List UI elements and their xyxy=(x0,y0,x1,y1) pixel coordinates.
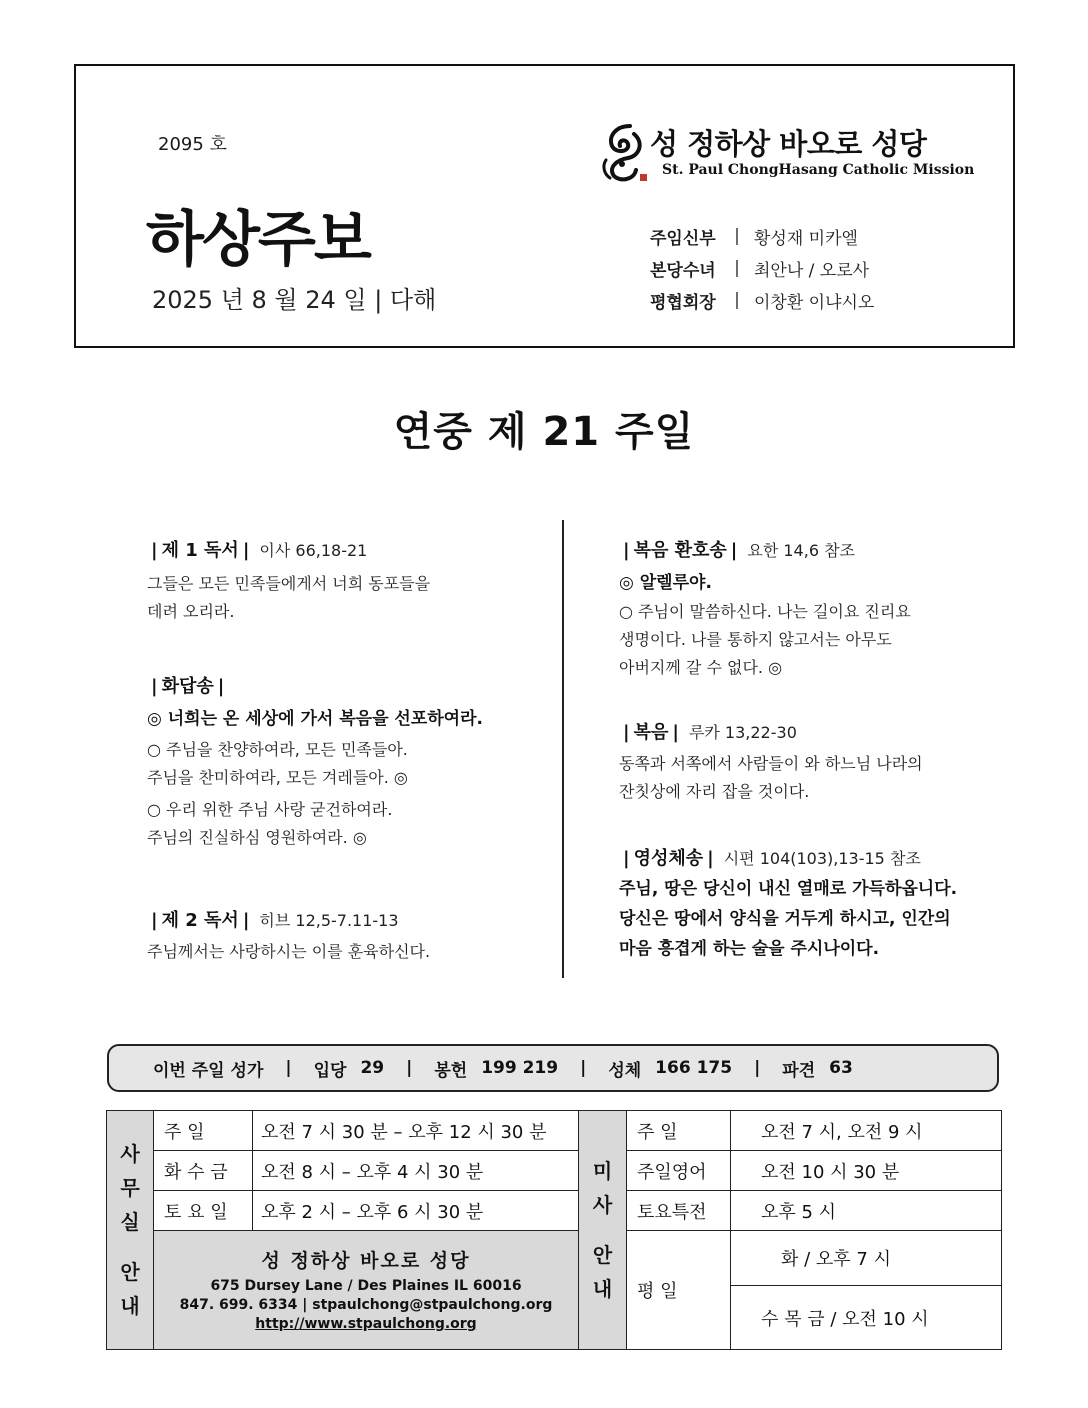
label-char: 안 xyxy=(592,1243,613,1267)
mass-time-english: 오전 10 시 30 분 xyxy=(730,1150,1002,1191)
mass-day-vigil: 토요특전 xyxy=(626,1190,731,1231)
staff-role: 본당수녀 xyxy=(650,260,716,281)
psalm-verse-line: 주님의 진실하심 영원하여라. ◎ xyxy=(147,828,367,847)
staff-separator: | xyxy=(734,290,740,310)
gospel xyxy=(619,718,923,806)
reading-line: 데려 오리라. xyxy=(147,602,235,621)
antiphon-line: 당신은 땅에서 양식을 거두게 하시고, 인간의 xyxy=(619,909,951,929)
psalm-verse-line: 주님을 찬미하여라, 모든 겨레들아. ◎ xyxy=(147,768,408,787)
office-day-saturday: 토 요 일 xyxy=(153,1190,253,1231)
bulletin-title: 하상주보 xyxy=(146,205,370,275)
staff-name: 최안나 / 오로사 xyxy=(754,260,870,281)
psalm-verse-line: ○ 주님을 찬양하여라, 모든 민족들아. xyxy=(147,740,408,759)
mass-day-english: 주일영어 xyxy=(626,1150,731,1191)
church-name: 성 정하상 바오로 성당 xyxy=(650,127,927,161)
label-char: 내 xyxy=(120,1294,140,1318)
scripture-reference: 요한 14,6 참조 xyxy=(747,541,855,560)
staff-separator: | xyxy=(734,226,740,246)
staff-separator: | xyxy=(734,258,740,278)
label-char: 내 xyxy=(592,1277,613,1301)
scripture-reference: 루카 13,22-30 xyxy=(688,723,797,742)
contact-church-name: 성 정하상 바오로 성당 xyxy=(261,1250,471,1272)
mass-day-sunday: 주 일 xyxy=(626,1110,731,1151)
second-reading xyxy=(147,906,430,966)
hymn-separator: | xyxy=(580,1058,587,1078)
antiphon-line: 주님, 땅은 당신이 내신 열매로 가득하옵니다. xyxy=(619,879,958,899)
label-char: 실 xyxy=(120,1210,140,1234)
staff-row-council xyxy=(650,284,874,316)
office-time-sunday: 오전 7 시 30 분 – 오후 12 시 30 분 xyxy=(252,1110,579,1151)
acclamation-refrain: ◎ 알렐루야. xyxy=(619,573,712,593)
info-table xyxy=(106,1110,1002,1350)
section-title: 제 1 독서 xyxy=(161,540,239,561)
section-title: 화답송 xyxy=(161,676,214,697)
contact-phone-email[interactable]: 847. 699. 6334 | stpaulchong@stpaulchong.org xyxy=(179,1297,553,1313)
hymn-separator: | xyxy=(754,1058,761,1078)
hymn-communion-label: 성체 xyxy=(608,1060,642,1081)
section-title: 복음 xyxy=(633,722,669,743)
office-time-weekday: 오전 8 시 – 오후 4 시 30 분 xyxy=(252,1150,579,1191)
section-heading: | 제 1 독서 | 이사 66,18-21 xyxy=(147,536,430,562)
label-char: 사 xyxy=(120,1142,140,1166)
hymn-label: 이번 주일 성가 xyxy=(153,1060,264,1081)
responsorial-psalm xyxy=(147,672,483,852)
section-heading: | 제 2 독서 | 히브 12,5-7.11-13 xyxy=(147,906,430,932)
reading-line: 동쪽과 서쪽에서 사람들이 와 하느님 나라의 xyxy=(619,754,923,773)
mass-times-label xyxy=(578,1110,627,1350)
hymn-recessional-numbers: 63 xyxy=(829,1058,853,1078)
mass-time-tuesday: 화 / 오후 7 시 xyxy=(730,1230,1002,1286)
reading-line: 그들은 모든 민족들에게서 너희 동포들을 xyxy=(147,574,431,593)
antiphon-line: 마음 흥겹게 하는 술을 주시나이다. xyxy=(619,939,880,959)
staff-role: 평협회장 xyxy=(650,292,716,313)
staff-row-sisters xyxy=(650,252,874,284)
office-day-weekday: 화 수 금 xyxy=(153,1150,253,1191)
hymn-separator: | xyxy=(285,1058,292,1078)
church-logo xyxy=(600,120,980,184)
section-title: 제 2 독서 xyxy=(161,910,239,931)
mass-time-sunday: 오전 7 시, 오전 9 시 xyxy=(730,1110,1002,1151)
staff-name: 이창환 이냐시오 xyxy=(754,292,875,313)
hymn-recessional-label: 파견 xyxy=(782,1060,816,1081)
section-heading: | 복음 | 루카 13,22-30 xyxy=(619,718,923,744)
section-title: 영성체송 xyxy=(633,848,704,869)
hymn-entrance-numbers: 29 xyxy=(360,1058,385,1078)
office-time-saturday: 오후 2 시 – 오후 6 시 30 분 xyxy=(252,1190,579,1231)
label-char: 사 xyxy=(592,1193,613,1217)
column-divider xyxy=(562,520,564,978)
label-char: 안 xyxy=(120,1260,140,1284)
gospel-acclamation xyxy=(619,536,911,682)
bulletin-date: 2025 년 8 월 24 일 | 다해 xyxy=(152,286,437,314)
label-char: 미 xyxy=(592,1159,613,1183)
sunday-title: 연중 제 21 주일 xyxy=(393,409,695,455)
section-title: 복음 환호송 xyxy=(633,540,727,561)
hymn-entrance-label: 입당 xyxy=(313,1060,347,1081)
office-hours-label xyxy=(106,1110,154,1350)
mass-time-vigil: 오후 5 시 xyxy=(730,1190,1002,1231)
church-name-english: St. Paul ChongHasang Catholic Mission xyxy=(662,162,975,178)
staff-list xyxy=(650,220,874,316)
section-heading: | 복음 환호송 | 요한 14,6 참조 xyxy=(619,536,911,562)
staff-row-pastor xyxy=(650,220,874,252)
office-day-sunday: 주 일 xyxy=(153,1110,253,1151)
acclamation-line: ○ 주님이 말씀하신다. 나는 길이요 진리요 xyxy=(619,602,911,621)
church-contact xyxy=(153,1230,579,1350)
section-heading: | 영성체송 | 시편 104(103),13-15 참조 xyxy=(619,844,957,870)
hymn-offertory-label: 봉헌 xyxy=(434,1060,468,1081)
hymn-separator: | xyxy=(406,1058,413,1078)
scripture-reference: 시편 104(103),13-15 참조 xyxy=(723,849,921,868)
reading-line: 주님께서는 사랑하시는 이를 훈육하신다. xyxy=(147,942,431,961)
hymn-numbers-bar xyxy=(107,1044,999,1092)
scripture-reference: 이사 66,18-21 xyxy=(259,541,368,560)
staff-name: 황성재 미카엘 xyxy=(754,228,858,249)
church-emblem-icon xyxy=(600,120,652,184)
staff-role: 주임신부 xyxy=(650,228,716,249)
acclamation-line: 아버지께 갈 수 없다. ◎ xyxy=(619,658,783,677)
contact-website-link[interactable]: http://www.stpaulchong.org xyxy=(255,1316,477,1332)
psalm-refrain: ◎ 너희는 온 세상에 가서 복음을 선포하여라. xyxy=(147,709,483,729)
first-reading xyxy=(147,536,430,626)
psalm-verse-line: ○ 우리 위한 주님 사랑 굳건하여라. xyxy=(147,800,393,819)
mass-time-wed-thu-fri: 수 목 금 / 오전 10 시 xyxy=(730,1285,1002,1350)
label-char: 무 xyxy=(120,1176,140,1200)
reading-line: 잔칫상에 자리 잡을 것이다. xyxy=(619,782,810,801)
communion-antiphon xyxy=(619,844,957,964)
section-heading: | 화답송 | xyxy=(147,672,483,698)
issue-number: 2095 호 xyxy=(158,134,227,155)
mass-day-weekday: 평 일 xyxy=(626,1230,731,1350)
contact-address: 675 Dursey Lane / Des Plaines IL 60016 xyxy=(210,1278,522,1294)
acclamation-line: 생명이다. 나를 통하지 않고서는 아무도 xyxy=(619,630,892,649)
masthead xyxy=(74,64,1015,348)
hymn-offertory-numbers: 199 219 xyxy=(481,1058,559,1078)
hymn-communion-numbers: 166 175 xyxy=(655,1058,733,1078)
scripture-reference: 히브 12,5-7.11-13 xyxy=(259,911,399,930)
